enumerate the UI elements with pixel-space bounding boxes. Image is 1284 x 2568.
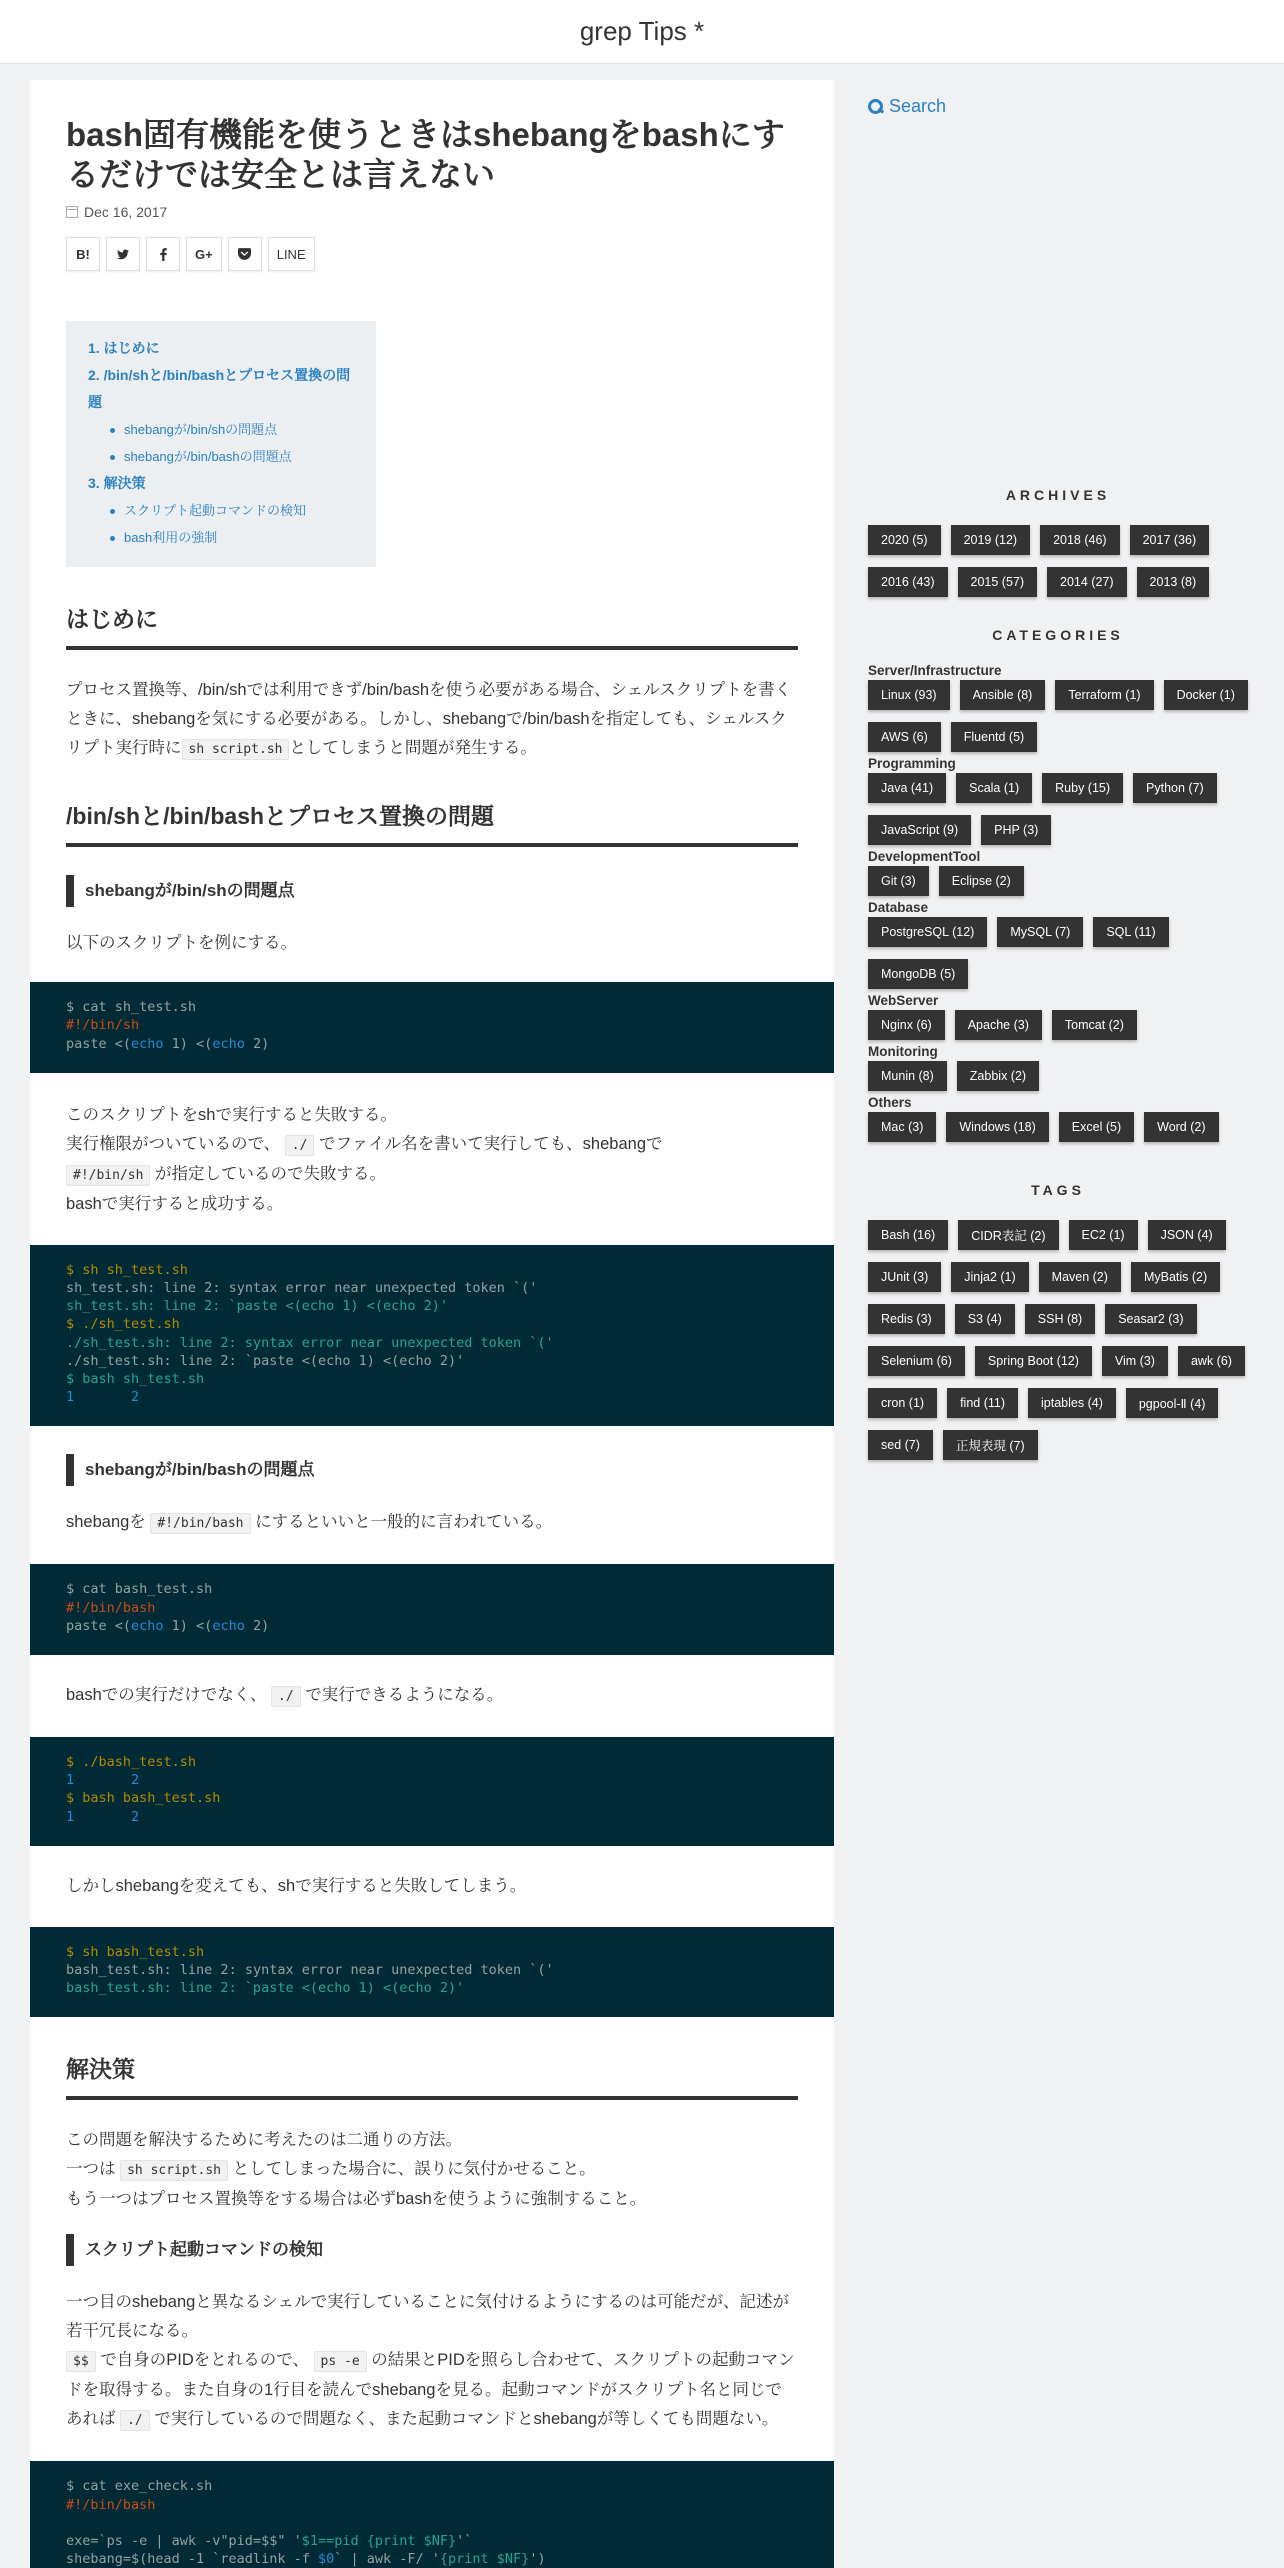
tag-link[interactable]: JSON (4) xyxy=(1148,1220,1226,1250)
inline-code: ps -e xyxy=(314,2351,367,2372)
tag-link[interactable]: CIDR表記 (2) xyxy=(958,1220,1058,1250)
category-link[interactable]: Java (41) xyxy=(868,773,946,803)
section-heading-solution: 解決策 xyxy=(66,2051,798,2100)
post-title: bash固有機能を使うときはshebangをbashにするだけでは安全とは言えない xyxy=(66,116,785,193)
category-group-title: WebServer xyxy=(868,993,939,1008)
category-link[interactable]: Windows (18) xyxy=(946,1112,1048,1142)
paragraph-group-detect xyxy=(66,2288,798,2435)
paragraph-bash-run: bashでの実行だけでなく、 ./ で実行できるようになる。 xyxy=(66,1681,798,1711)
paragraph: bashで実行すると成功する。 xyxy=(66,1194,284,1213)
category-link[interactable]: AWS (6) xyxy=(868,722,941,752)
tag-link[interactable]: find (11) xyxy=(947,1388,1018,1418)
toc-item[interactable] xyxy=(88,335,354,362)
category-link[interactable]: Mac (3) xyxy=(868,1112,936,1142)
archive-link[interactable]: 2013 (8) xyxy=(1137,567,1210,597)
tag-link[interactable]: Spring Boot (12) xyxy=(975,1346,1092,1376)
article xyxy=(30,80,834,2568)
category-link[interactable]: Linux (93) xyxy=(868,680,950,710)
category-link[interactable]: Terraform (1) xyxy=(1055,680,1153,710)
paragraph-group-fail xyxy=(66,1101,798,1219)
toc-number: 3. xyxy=(88,475,100,492)
category-items xyxy=(868,773,1248,845)
tag-link[interactable]: pgpool-Ⅱ (4) xyxy=(1126,1388,1219,1418)
inline-code: #!/bin/sh xyxy=(66,1165,150,1186)
sidebar xyxy=(868,80,1248,1460)
tag-link[interactable]: Selenium (6) xyxy=(868,1346,965,1376)
code-block: $ ./bash_test.sh 1 2 $ bash bash_test.sh 1 2 xyxy=(30,1737,834,1846)
toc-number: 1. xyxy=(88,340,100,357)
tag-link[interactable]: awk (6) xyxy=(1178,1346,1245,1376)
archive-link[interactable]: 2018 (46) xyxy=(1040,525,1120,555)
toc-number: 2. xyxy=(88,367,100,384)
category-items xyxy=(868,866,1248,896)
code-block: $ cat bash_test.sh #!/bin/bash paste <(echo 1) <(echo 2) xyxy=(30,1564,834,1655)
archive-link[interactable]: 2020 (5) xyxy=(868,525,941,555)
category-link[interactable]: Scala (1) xyxy=(956,773,1032,803)
categories-list xyxy=(868,663,1248,1142)
archive-link[interactable]: 2019 (12) xyxy=(951,525,1031,555)
tag-link[interactable]: 正規表現 (7) xyxy=(943,1430,1038,1460)
category-items xyxy=(868,680,1248,752)
category-link[interactable]: MySQL (7) xyxy=(997,917,1083,947)
tag-link[interactable]: MyBatis (2) xyxy=(1131,1262,1220,1292)
category-link[interactable]: Ruby (15) xyxy=(1042,773,1123,803)
toc-subitem[interactable]: bash利用の強制 xyxy=(88,524,354,551)
twitter-button[interactable] xyxy=(106,237,140,271)
category-link[interactable]: Munin (8) xyxy=(868,1061,947,1091)
category-link[interactable]: MongoDB (5) xyxy=(868,959,968,989)
archive-link[interactable]: 2014 (27) xyxy=(1047,567,1127,597)
tag-link[interactable]: Jinja2 (1) xyxy=(951,1262,1028,1292)
code-block: $ cat exe_check.sh #!/bin/bash exe=`ps -e | awk -v"pid=$$" '$1==pid {print $NF}'` shebang=$(head -1 `readlink -f $0` | awk -F/ '{print $NF}') xyxy=(30,2461,834,2568)
tags-list xyxy=(868,1220,1248,1460)
facebook-icon xyxy=(160,248,167,261)
paragraph-group-solution xyxy=(66,2126,798,2214)
facebook-button[interactable] xyxy=(146,237,180,271)
toc-subitem[interactable]: スクリプト起動コマンドの検知 xyxy=(88,497,354,524)
category-group-title: Others xyxy=(868,1095,912,1110)
inline-code: ./ xyxy=(285,1135,315,1156)
archives-heading: ARCHIVES xyxy=(1005,487,1111,503)
line-button[interactable] xyxy=(268,237,315,271)
category-group xyxy=(868,1044,1248,1091)
share-buttons xyxy=(66,237,798,271)
table-of-contents xyxy=(66,321,376,567)
category-link[interactable]: SQL (11) xyxy=(1093,917,1168,947)
tags-heading: TAGS xyxy=(1031,1182,1085,1198)
twitter-icon xyxy=(117,249,129,260)
toc-subitem[interactable]: shebangが/bin/shの問題点 xyxy=(88,416,354,443)
toc-item[interactable] xyxy=(88,362,354,416)
category-link[interactable]: Fluentd (5) xyxy=(951,722,1037,752)
category-group xyxy=(868,993,1248,1040)
tag-link[interactable]: Vim (3) xyxy=(1102,1346,1168,1376)
category-group-title: Server/Infrastructure xyxy=(868,663,1002,678)
category-link[interactable]: Excel (5) xyxy=(1059,1112,1134,1142)
line-label: LINE xyxy=(276,246,306,262)
category-link[interactable]: Tomcat (2) xyxy=(1052,1010,1137,1040)
hatena-bookmark-button[interactable] xyxy=(66,237,100,271)
tag-link[interactable]: JUnit (3) xyxy=(868,1262,941,1292)
tag-link[interactable]: sed (7) xyxy=(868,1430,933,1460)
googleplus-button[interactable] xyxy=(186,237,222,271)
category-group-title: Monitoring xyxy=(868,1044,938,1059)
category-items xyxy=(868,1112,1248,1142)
archives-list xyxy=(868,525,1248,597)
category-group xyxy=(868,849,1248,896)
category-link[interactable]: PHP (3) xyxy=(981,815,1051,845)
category-group xyxy=(868,1095,1248,1142)
text: プロセス置換等、/bin/shでは利用できず/bin/bashを使う必要がある場合、シェルスクリプトを書くときに、shebangを気にする必要がある。しかし、shebangで/bin/bashを指定しても、シェルスクリプト実行時に xyxy=(66,681,792,758)
archive-link[interactable]: 2016 (43) xyxy=(868,567,948,597)
toc-subitem[interactable]: shebangが/bin/bashの問題点 xyxy=(88,443,354,470)
paragraph: #!/bin/sh が指定しているので失敗する。 xyxy=(66,1160,798,1190)
tag-link[interactable]: S3 (4) xyxy=(955,1304,1015,1334)
archive-link[interactable]: 2017 (36) xyxy=(1130,525,1210,555)
paragraph: この問題を解決するために考えたのは二通りの方法。 xyxy=(66,2131,462,2150)
pocket-button[interactable] xyxy=(228,237,262,271)
search-label: Search xyxy=(889,96,947,116)
category-link[interactable]: Eclipse (2) xyxy=(939,866,1024,896)
category-group xyxy=(868,663,1248,752)
code-block: $ sh bash_test.sh bash_test.sh: line 2: syntax error near unexpected token `(' bash_test.sh: line 2: `paste <(echo 1) <(echo 2)' xyxy=(30,1927,834,2018)
toc-label: 解決策 xyxy=(103,475,146,492)
category-link[interactable]: Word (2) xyxy=(1144,1112,1218,1142)
category-items xyxy=(868,1010,1248,1040)
subsection-heading-detect: スクリプト起動コマンドの検知 xyxy=(66,2234,798,2266)
inline-code: #!/bin/bash xyxy=(150,1513,250,1534)
site-header xyxy=(0,0,1284,64)
hatena-label: B! xyxy=(76,246,90,262)
toc-item[interactable] xyxy=(88,470,354,497)
category-link[interactable]: PostgreSQL (12) xyxy=(868,917,987,947)
category-link[interactable]: Apache (3) xyxy=(955,1010,1042,1040)
toc-label: /bin/shと/bin/bashとプロセス置換の問題 xyxy=(88,367,351,411)
paragraph: $$ で自身のPIDをとれるので、 ps -e の結果とPIDを照らし合わせて、スクリプトの起動コマンドを取得する。また自身の1行目を読んでshebangを見る。起動コマンドがスクリプト名と同じであれば ./ で実行しているので問題なく、また起動コマンドとshebangが等しくても問題ない。 xyxy=(66,2346,798,2435)
category-link[interactable]: Git (3) xyxy=(868,866,929,896)
category-group xyxy=(868,756,1248,845)
site-title[interactable]: grep Tips * xyxy=(579,16,705,46)
archive-link[interactable]: 2015 (57) xyxy=(958,567,1038,597)
tag-link[interactable]: Seasar2 (3) xyxy=(1105,1304,1196,1334)
calendar-icon xyxy=(66,206,78,218)
category-link[interactable]: Zabbix (2) xyxy=(957,1061,1039,1091)
category-group-title: DevelopmentTool xyxy=(868,849,981,864)
inline-code: sh script.sh xyxy=(182,739,290,760)
category-group-title: Database xyxy=(868,900,929,915)
inline-code: sh script.sh xyxy=(120,2160,228,2181)
categories-heading: CATEGORIES xyxy=(992,627,1124,643)
inline-code: ./ xyxy=(120,2410,150,2431)
tag-link[interactable]: Redis (3) xyxy=(868,1304,945,1334)
inline-code: $$ xyxy=(66,2351,96,2372)
category-link[interactable]: Nginx (6) xyxy=(868,1010,945,1040)
post-date xyxy=(66,204,798,220)
category-items xyxy=(868,1061,1248,1091)
paragraph: このスクリプトをshで実行すると失敗する。 xyxy=(66,1105,397,1124)
category-group xyxy=(868,900,1248,989)
tag-link[interactable]: iptables (4) xyxy=(1028,1388,1116,1418)
paragraph: 一つ目のshebangと異なるシェルで実行していることに気付けるようにするのは可能だが、記述が若干冗長になる。 xyxy=(66,2293,789,2341)
post-date-text: Dec 16, 2017 xyxy=(84,204,168,221)
subsection-heading-bash: shebangが/bin/bashの問題点 xyxy=(66,1454,798,1486)
search-link[interactable] xyxy=(868,96,1248,117)
category-group-title: Programming xyxy=(868,756,956,771)
inline-code: ./ xyxy=(271,1686,301,1707)
text: としてしまうと問題が発生する。 xyxy=(289,739,537,758)
category-link[interactable]: Python (7) xyxy=(1133,773,1217,803)
subsection-heading-sh: shebangが/bin/shの問題点 xyxy=(66,875,798,907)
paragraph-bash: shebangを #!/bin/bash にするといいと一般的に言われている。 xyxy=(66,1508,798,1538)
tag-link[interactable]: SSH (8) xyxy=(1025,1304,1095,1334)
category-link[interactable]: Ansible (8) xyxy=(960,680,1046,710)
paragraph-still-fail: しかしshebangを変えても、shで実行すると失敗してしまう。 xyxy=(66,1876,527,1895)
googleplus-label: G+ xyxy=(195,246,213,262)
category-items xyxy=(868,917,1248,989)
paragraph: もう一つはプロセス置換等をする場合は必ずbashを使うように強制すること。 xyxy=(66,2190,647,2209)
tag-link[interactable]: EC2 (1) xyxy=(1069,1220,1138,1250)
pocket-icon xyxy=(238,248,251,260)
tag-link[interactable]: Bash (16) xyxy=(868,1220,948,1250)
search-icon xyxy=(868,99,883,114)
tag-link[interactable]: Maven (2) xyxy=(1039,1262,1121,1292)
toc-label: はじめに xyxy=(103,340,160,357)
code-block: $ cat sh_test.sh #!/bin/sh paste <(echo 1) <(echo 2) xyxy=(30,982,834,1073)
paragraph: 実行権限がついているので、 ./ でファイル名を書いて実行しても、shebangで xyxy=(66,1130,798,1160)
section-heading-problem: /bin/shと/bin/bashとプロセス置換の問題 xyxy=(66,798,798,847)
paragraph: 一つは sh script.sh としてしまった場合に、誤りに気付かせること。 xyxy=(66,2155,798,2185)
section-heading-intro: はじめに xyxy=(66,601,798,650)
tag-link[interactable]: cron (1) xyxy=(868,1388,937,1418)
code-block: $ sh sh_test.sh sh_test.sh: line 2: syntax error near unexpected token `(' sh_test.sh: line 2: `paste <(echo 1) <(echo 2)' $ ./sh_test.sh ./sh_test.sh: line 2: syntax error near unexpected token `(' ./sh_test.sh: line 2: `paste <(echo 1) <(echo 2)' $ bash sh_test.sh 1 2 xyxy=(30,1245,834,1427)
paragraph-intro xyxy=(66,676,798,764)
category-link[interactable]: Docker (1) xyxy=(1164,680,1248,710)
paragraph-example: 以下のスクリプトを例にする。 xyxy=(66,934,297,953)
category-link[interactable]: JavaScript (9) xyxy=(868,815,971,845)
